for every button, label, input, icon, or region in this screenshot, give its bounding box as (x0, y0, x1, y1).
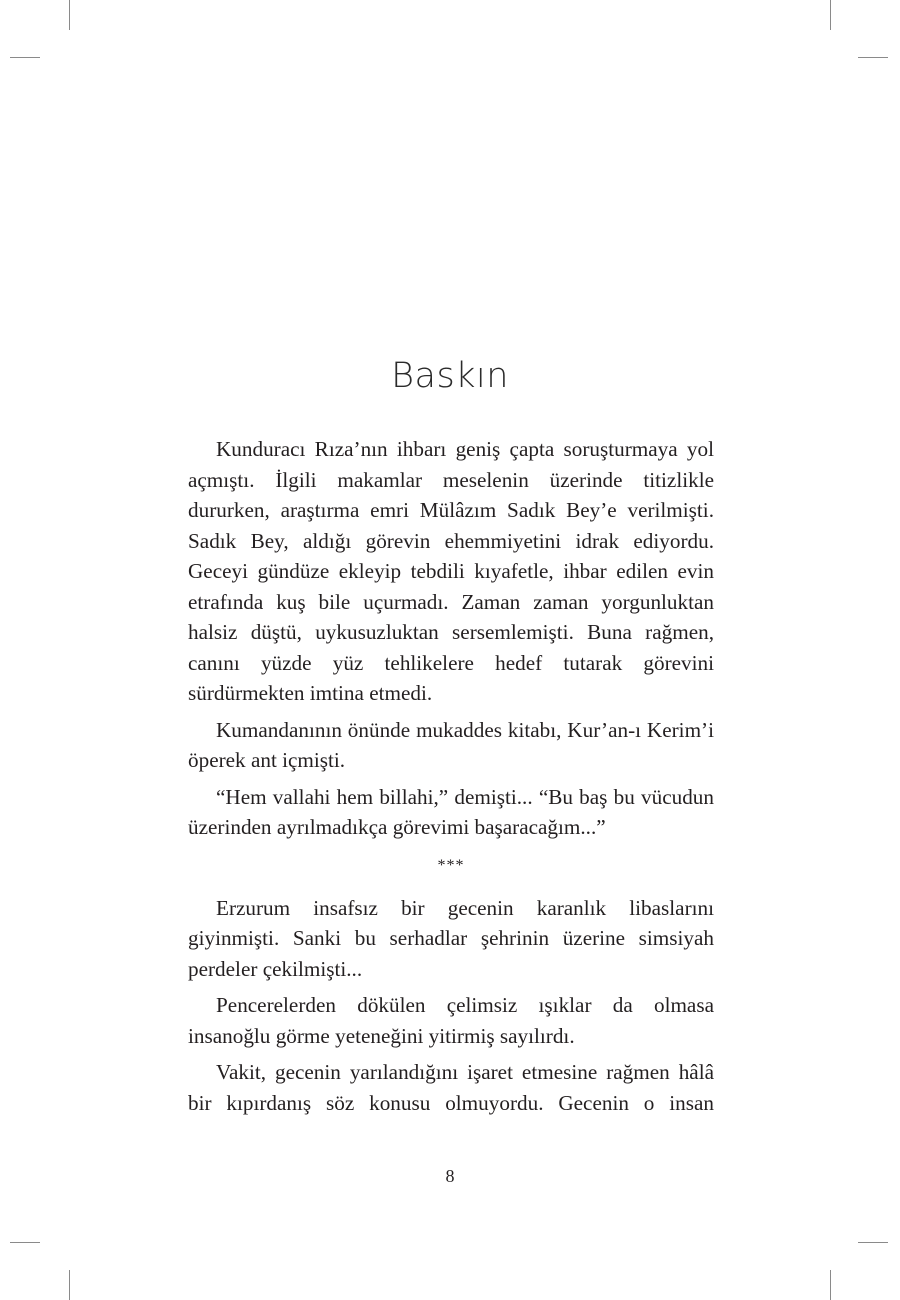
paragraph: “Hem vallahi hem billahi,” demişti... “Bu baş bu vücudun üzerinden ayrılmadıkça görevimi başaracağım...” (188, 784, 714, 839)
crop-mark-bottom-right (830, 1270, 831, 1300)
paragraph: Pencerelerden dökülen çelimsiz ışıklar da olmasa insanoğlu görme yeteneğini yitirmiş sayılırdı. (188, 993, 714, 1048)
crop-mark-right-top (858, 57, 888, 58)
crop-mark-left-bottom (10, 1242, 40, 1243)
crop-mark-bottom-left (69, 1270, 70, 1300)
crop-mark-right-bottom (858, 1242, 888, 1243)
paragraph: Kumandanının önünde mukaddes kitabı, Kur’an-ı Kerim’i öperek ant içmişti. (188, 717, 714, 772)
chapter-title: Baskın (391, 356, 509, 396)
crop-mark-top-right (830, 0, 831, 30)
section-separator: *** (437, 856, 465, 874)
paragraph: Erzurum insafsız bir gecenin karanlık libaslarını giyinmişti. Sanki bu serhadlar şehrinin üzerine simsiyah perdeler çekilmişti... (188, 895, 714, 981)
paragraph: Vakit, gecenin yarılandığını işaret etmesine rağmen hâlâ bir kıpırdanış söz konusu olmuyordu. Gecenin o insan (188, 1060, 714, 1115)
paragraph: Kunduracı Rıza’nın ihbarı geniş çapta soruşturmaya yol açmıştı. İlgili makamlar meselenin üzerinde titizlikle dururken, araştırma emri Mülâzım Sadık Bey’e verilmişti. Sadık Bey, aldığı görevin ehemmiyetini idrak ediyordu. Geceyi gündüze ekleyip tebdili kıyafetle, ihbar edilen evin etrafında kuş bile uçurmadı. Zaman zaman yorgunluktan halsiz düştü, uykusuzluktan sersemlemişti. Buna rağmen, canını yüzde yüz tehlikelere hedef tutarak görevini sürdürmekten imtina etmedi. (188, 437, 714, 705)
crop-mark-left-top (10, 57, 40, 58)
chapter-body (188, 434, 714, 1124)
page-number: 8 (445, 1166, 455, 1186)
crop-mark-top-left (69, 0, 70, 30)
